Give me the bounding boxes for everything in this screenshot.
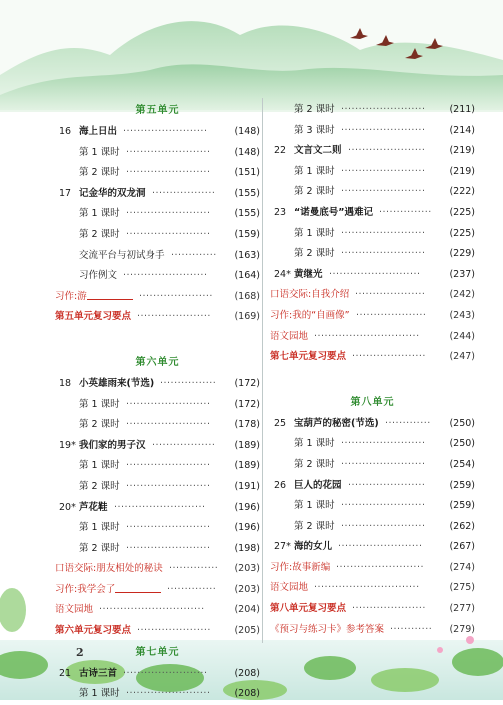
entry-page: (205) (234, 625, 260, 637)
entry-title: 第 1 课时 (294, 165, 335, 177)
entry-page: (172) (234, 398, 260, 410)
entry-page: (169) (234, 311, 260, 323)
entry-page: (203) (234, 583, 260, 595)
leader-dots: ························ (341, 458, 426, 470)
lesson-number: 26 (274, 479, 287, 491)
entry-title: 口语交际:自我介绍 (270, 289, 350, 301)
entry-title: 小英雄雨来(节选) (79, 377, 155, 389)
toc-entry[interactable] (55, 684, 260, 705)
unit-heading: 第七单元 (135, 646, 180, 658)
leader-dots: ························ (341, 165, 426, 177)
leader-dots: ························ (126, 460, 211, 472)
entry-page: (204) (234, 604, 260, 616)
entry-page: (203) (234, 563, 260, 575)
entry-title: 第 2 课时 (79, 167, 120, 179)
entry-page: (211) (449, 104, 475, 115)
toc-entry[interactable] (270, 162, 475, 183)
leader-dots: ····················· (139, 290, 213, 302)
toc-entry[interactable] (55, 266, 260, 287)
entry-title: 第 2 课时 (294, 104, 335, 115)
toc-entry[interactable] (270, 327, 475, 348)
leader-dots: ·············· (169, 563, 219, 575)
leader-dots: ························ (126, 146, 211, 158)
lesson-number: 24* (274, 268, 291, 280)
entry-page: (262) (449, 520, 475, 532)
entry-title: 黄继光 (294, 268, 323, 280)
leader-dots: ························· (336, 561, 424, 573)
leader-dots: ············· (171, 249, 217, 261)
entry-title: 第 1 课时 (294, 438, 335, 450)
leader-dots: ························ (341, 248, 426, 260)
leader-dots: ························ (123, 667, 208, 679)
entry-title: 我们家的男子汉 (79, 439, 146, 451)
unit-heading: 第八单元 (350, 396, 395, 408)
column-divider (262, 98, 263, 643)
entry-title: 习作:我的“自画像” (270, 309, 350, 321)
fill-blank-line (115, 582, 161, 593)
toc-entry[interactable] (55, 664, 260, 685)
entry-title: 第 2 课时 (294, 520, 335, 532)
entry-page: (196) (234, 501, 260, 513)
toc-entry[interactable] (270, 347, 475, 368)
entry-page: (242) (449, 289, 475, 301)
leader-dots: ············· (385, 417, 431, 429)
toc-entry[interactable] (270, 265, 475, 286)
entry-page: (222) (449, 186, 475, 198)
section-gap (270, 368, 475, 392)
toc-entry[interactable] (55, 498, 260, 519)
entry-title: 习作:游 (55, 287, 133, 308)
entry-page: (178) (234, 419, 260, 431)
page-number: 2 (76, 646, 84, 659)
leader-dots: ························ (126, 398, 211, 410)
entry-page: (237) (449, 268, 475, 280)
leader-dots: ························ (126, 480, 211, 492)
toc-entry[interactable] (55, 600, 260, 621)
leader-dots: ················ (160, 377, 217, 389)
entry-title: 第 2 课时 (294, 248, 335, 260)
entry-page: (250) (449, 417, 475, 429)
toc-entry[interactable] (55, 163, 260, 184)
entry-page: (196) (234, 522, 260, 534)
leader-dots: ··············· (379, 206, 432, 218)
entry-page: (225) (449, 227, 475, 239)
entry-page: (259) (449, 479, 475, 491)
leader-dots: ······························ (99, 604, 205, 616)
entry-title: 海上日出 (79, 126, 118, 137)
toc-entry[interactable] (270, 599, 475, 620)
entry-page: (254) (449, 458, 475, 470)
leader-dots: ·························· (114, 501, 206, 513)
toc-entry[interactable] (55, 184, 260, 205)
toc-entry[interactable] (270, 203, 475, 224)
entry-title: 海的女儿 (294, 541, 333, 553)
entry-title: 第八单元复习要点 (270, 603, 347, 615)
toc-entry[interactable] (55, 246, 260, 267)
entry-title: 第五单元复习要点 (55, 311, 132, 323)
lesson-number: 22 (274, 145, 287, 157)
toc-entry[interactable] (270, 455, 475, 476)
toc-entry[interactable] (270, 224, 475, 245)
toc-entry[interactable] (270, 434, 475, 455)
entry-page: (243) (449, 309, 475, 321)
entry-title: 第 1 课时 (79, 522, 120, 534)
entry-title: 第 2 课时 (294, 458, 335, 470)
leader-dots: ························ (126, 419, 211, 431)
entry-page: (247) (449, 351, 475, 363)
leader-dots: ············ (390, 623, 433, 635)
entry-title: 第 1 课时 (79, 146, 120, 158)
leader-dots: ························ (126, 208, 211, 220)
toc-entry[interactable] (55, 621, 260, 642)
entry-title: 口语交际:朋友相处的秘诀 (55, 563, 163, 575)
toc-entry[interactable] (55, 436, 260, 457)
entry-title: 语文园地 (270, 582, 309, 594)
entry-title: 第六单元复习要点 (55, 625, 132, 637)
leader-dots: ····················· (137, 311, 211, 323)
leader-dots: ························ (341, 186, 426, 198)
entry-page: (279) (449, 623, 475, 635)
toc-entry[interactable] (55, 518, 260, 539)
entry-page: (163) (234, 249, 260, 261)
toc-entry[interactable] (55, 395, 260, 416)
entry-page: (225) (449, 206, 475, 218)
leader-dots: ························ (123, 126, 208, 137)
entry-title: 第七单元复习要点 (270, 351, 347, 363)
entry-page: (148) (234, 126, 260, 137)
leader-dots: ························ (341, 438, 426, 450)
entry-page: (214) (449, 124, 475, 136)
leader-dots: ····················· (352, 351, 426, 363)
leader-dots: ························ (126, 167, 211, 179)
lesson-number: 25 (274, 417, 287, 429)
entry-page: (172) (234, 377, 260, 389)
entry-page: (275) (449, 582, 475, 594)
entry-page: (208) (234, 667, 260, 679)
entry-title: 交流平台与初试身手 (79, 249, 165, 261)
leader-dots: ·················· (152, 187, 216, 199)
toc-entry[interactable] (270, 306, 475, 327)
entry-title: “诺曼底号”遇难记 (294, 206, 373, 218)
entry-page: (168) (234, 290, 260, 302)
lesson-number: 23 (274, 206, 287, 218)
toc-entry[interactable] (270, 141, 475, 162)
toc-entry[interactable] (270, 285, 475, 306)
lesson-number: 18 (59, 377, 72, 389)
entry-page: (259) (449, 500, 475, 512)
toc-left-column (55, 100, 260, 705)
entry-title: 记金华的双龙洞 (79, 187, 146, 199)
toc-entry[interactable] (270, 558, 475, 579)
leader-dots: ························ (341, 124, 426, 136)
entry-page: (189) (234, 460, 260, 472)
entry-page: (155) (234, 187, 260, 199)
leader-dots: ····················· (352, 603, 426, 615)
section-gap (55, 328, 260, 352)
toc-entry[interactable] (270, 121, 475, 142)
unit-heading: 第六单元 (135, 356, 180, 368)
entry-title: 第 1 课时 (79, 398, 120, 410)
entry-title: 宝葫芦的秘密(节选) (294, 417, 379, 429)
entry-title: 文言文二则 (294, 145, 342, 157)
toc-entry[interactable] (55, 477, 260, 498)
leader-dots: ························ (341, 227, 426, 239)
entry-page: (208) (234, 688, 260, 700)
entry-title: 第 2 课时 (79, 228, 120, 240)
entry-page: (155) (234, 208, 260, 220)
leader-dots: ······························ (314, 582, 420, 594)
entry-page: (219) (449, 145, 475, 157)
entry-title: 芦花鞋 (79, 501, 108, 513)
toc-entry[interactable] (55, 456, 260, 477)
lesson-number: 20* (59, 501, 76, 513)
toc-entry[interactable] (270, 244, 475, 265)
toc-entry[interactable] (270, 182, 475, 203)
leader-dots: ···················· (355, 289, 426, 301)
lesson-number: 21 (59, 667, 72, 679)
leader-dots: ························ (126, 542, 211, 554)
leader-dots: ····················· (137, 625, 211, 637)
leader-dots: ···················· (356, 309, 427, 321)
toc-entry[interactable] (270, 476, 475, 497)
entry-page: (267) (449, 541, 475, 553)
leader-dots: ······························ (314, 330, 420, 342)
fill-blank-line (87, 289, 133, 300)
leader-dots: ························ (123, 270, 208, 282)
unit-heading: 第五单元 (135, 105, 180, 116)
toc-entry[interactable] (55, 122, 260, 143)
entry-title: 习作:故事新编 (270, 561, 331, 573)
leader-dots: ························ (341, 520, 426, 532)
entry-title: 习作例文 (79, 270, 118, 282)
toc-entry[interactable] (270, 414, 475, 435)
entry-title: 第 2 课时 (79, 480, 120, 492)
leader-dots: ·························· (329, 268, 421, 280)
toc-entry[interactable] (55, 415, 260, 436)
leader-dots: ························ (341, 104, 426, 115)
toc-entry[interactable] (55, 143, 260, 164)
leader-dots: ······················ (348, 145, 426, 157)
toc-entry[interactable] (270, 517, 475, 538)
leader-dots: ·············· (167, 583, 217, 595)
entry-page: (164) (234, 270, 260, 282)
toc-entry[interactable] (55, 559, 260, 580)
toc-entry[interactable] (55, 225, 260, 246)
toc-entry[interactable] (55, 374, 260, 395)
entry-page: (198) (234, 542, 260, 554)
leader-dots: ························ (341, 500, 426, 512)
leader-dots: ························ (126, 522, 211, 534)
entry-page: (191) (234, 480, 260, 492)
toc-entry[interactable] (55, 287, 260, 308)
lesson-number: 17 (59, 187, 72, 199)
entry-title: 第 2 课时 (294, 186, 335, 198)
lesson-number: 27* (274, 541, 291, 553)
toc-entry[interactable] (270, 537, 475, 558)
lesson-number: 16 (59, 126, 72, 137)
entry-page: (159) (234, 228, 260, 240)
entry-page: (229) (449, 248, 475, 260)
toc-right-column (270, 100, 475, 640)
entry-page: (219) (449, 165, 475, 177)
leader-dots: ························ (338, 541, 423, 553)
entry-title: 第 1 课时 (294, 227, 335, 239)
entry-title: 习作:我学会了 (55, 580, 161, 601)
toc-entry[interactable] (270, 578, 475, 599)
leader-dots: ······················ (348, 479, 426, 491)
entry-page: (244) (449, 330, 475, 342)
toc-entry[interactable] (270, 496, 475, 517)
entry-page: (189) (234, 439, 260, 451)
entry-page: (148) (234, 146, 260, 158)
toc-entry[interactable] (270, 100, 475, 121)
entry-title: 巨人的花园 (294, 479, 342, 491)
entry-page: (250) (449, 438, 475, 450)
toc-entry[interactable] (55, 539, 260, 560)
entry-title: 古诗三首 (79, 667, 118, 679)
entry-title: 第 3 课时 (294, 124, 335, 136)
leader-dots: ·················· (152, 439, 216, 451)
lesson-number: 19* (59, 439, 76, 451)
entry-title: 语文园地 (55, 604, 94, 616)
entry-title: 《预习与练习卡》参考答案 (270, 623, 385, 635)
entry-page: (274) (449, 561, 475, 573)
entry-title: 语文园地 (270, 330, 309, 342)
entry-title: 第 1 课时 (294, 500, 335, 512)
entry-title: 第 1 课时 (79, 688, 120, 700)
toc-entry[interactable] (55, 204, 260, 225)
toc-entry[interactable] (55, 580, 260, 601)
toc-entry[interactable] (55, 307, 260, 328)
entry-title: 第 1 课时 (79, 460, 120, 472)
entry-title: 第 1 课时 (79, 208, 120, 220)
entry-page: (151) (234, 167, 260, 179)
leader-dots: ························ (126, 228, 211, 240)
entry-title: 第 2 课时 (79, 542, 120, 554)
toc-entry[interactable] (270, 620, 475, 641)
leader-dots: ························ (126, 688, 211, 700)
entry-page: (277) (449, 603, 475, 615)
entry-title: 第 2 课时 (79, 419, 120, 431)
